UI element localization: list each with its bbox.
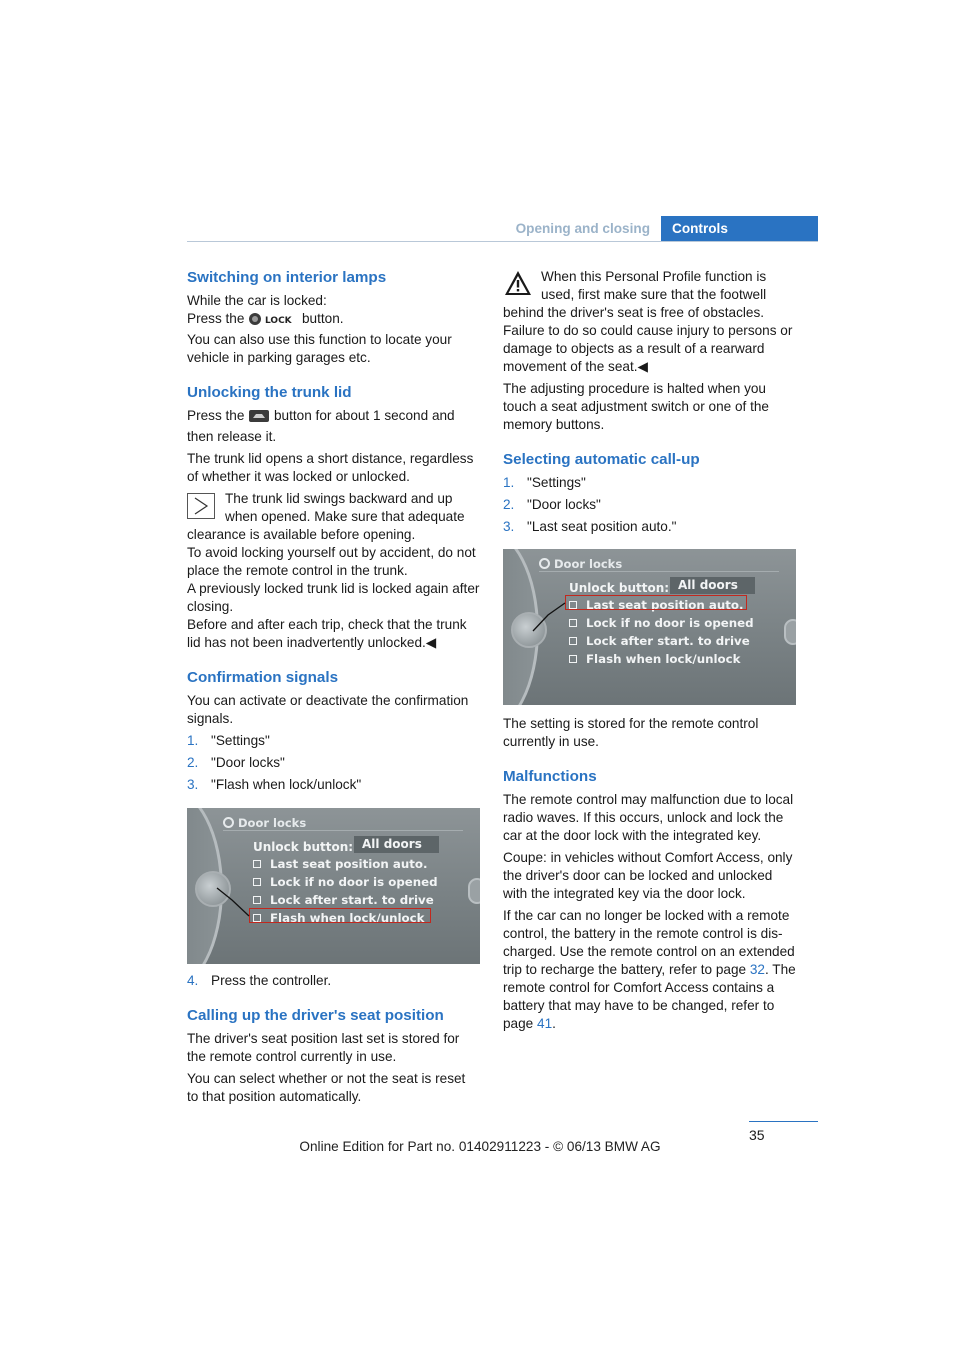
step-1 (503, 474, 796, 492)
unlock-button-value: All doors (670, 577, 755, 594)
unlock-button-label: Unlock button: (253, 840, 354, 854)
text-setting-stored: The setting is stored for the remote control currently in use. (503, 716, 759, 749)
option-label: Lock after start. to drive (586, 634, 750, 648)
step-number: 4. (187, 973, 199, 988)
heading-interior-lamps: Switching on interior lamps (187, 269, 387, 286)
text-press-lock (187, 310, 480, 331)
heading-drivers-seat: Calling up the driver's seat position (187, 1007, 444, 1024)
text-trunk-opens: The trunk lid opens a short distance, regardless of whether it was locked or unlocked. (187, 451, 474, 484)
option-label: Lock if no door is opened (270, 875, 438, 889)
option-label: Lock if no door is opened (586, 616, 754, 630)
page-link-41[interactable]: 41 (537, 1016, 553, 1031)
step-3 (187, 776, 480, 794)
text-battery-a: If the car can no longer be locked with a remote control, the battery in the remote control is discharged. Use the remote control on an extended trip to recharge the battery, refer to page (503, 908, 795, 977)
pointer-line (503, 549, 796, 705)
step-text: "Door locks" (211, 755, 285, 770)
unlock-button-label: Unlock button: (569, 581, 670, 595)
screen-title-text: Door locks (554, 557, 623, 571)
text-while-locked: While the car is locked: (187, 293, 327, 308)
warning-triangle-icon (503, 269, 533, 297)
option-label: Last seat position auto. (586, 598, 744, 612)
warning-note-seat (503, 268, 796, 376)
text-button: button. (301, 311, 344, 326)
note-line-2: when opened. Make sure that adequate (225, 509, 465, 524)
idrive-screen-flash (187, 808, 480, 964)
text-trunk-press (187, 407, 480, 446)
step-2 (187, 754, 480, 772)
header-section-title: Opening and closing (515, 221, 650, 236)
left-column (187, 265, 480, 1106)
option-label: Flash when lock/unlock (270, 911, 425, 925)
step-number: 1. (187, 733, 199, 748)
lock-button-label: LOCK (265, 316, 292, 326)
note-line-3: clearance is available before opening. (187, 527, 416, 542)
text-seat-reset: You can select whether or not the seat is reset to that position automatically. (187, 1071, 466, 1104)
lock-button-icon (248, 312, 298, 331)
caution-triangle-outline-icon (187, 493, 215, 519)
step-text: "Settings" (211, 733, 270, 748)
screen-title-text: Door locks (238, 816, 307, 830)
header-rule (187, 241, 818, 242)
step-number: 2. (187, 755, 199, 770)
step-text: Press the controller. (211, 973, 332, 988)
step-text: "Settings" (527, 475, 586, 490)
heading-malfunctions: Malfunctions (503, 768, 597, 785)
text-trunk-release: button for about 1 second and then release it. (187, 408, 455, 444)
idrive-screen-last-seat (503, 549, 796, 705)
step-number: 2. (503, 497, 515, 512)
header-chapter-tab: Controls (661, 216, 818, 242)
trunk-button-icon (248, 409, 270, 428)
note-line-1: The trunk lid swings backward and up (225, 491, 453, 506)
text-coupe: Coupe: in vehicles without Comfort Access, only the driver's door can be locked and unlocked with the integrated key via the door lock. (503, 850, 793, 901)
edition-footer: Online Edition for Part no. 01402911223 - © 06/13 BMW AG (299, 1139, 661, 1154)
note-locking-out: To avoid locking yourself out by accident, do not place the remote control in the trunk. (187, 545, 476, 578)
unlock-button-value: All doors (354, 836, 439, 853)
warning-line-1: When this Personal Profile function is (541, 269, 767, 284)
page-number-rule (749, 1121, 818, 1122)
step-text: "Flash when lock/unlock" (211, 777, 362, 792)
text-locate-vehicle: You can also use this function to locate your vehicle in parking garages etc. (187, 332, 452, 365)
heading-automatic-callup: Selecting automatic call-up (503, 451, 700, 468)
option-label: Lock after start. to drive (270, 893, 434, 907)
text-battery-b: . The remote control for Comfort Access contains a battery that may have to be changed, refer to page (503, 962, 796, 1031)
step-text: "Door locks" (527, 497, 601, 512)
text-battery-c: . (552, 1016, 556, 1031)
heading-confirmation-signals: Confirmation signals (187, 669, 339, 686)
step-number: 3. (187, 777, 199, 792)
step-number: 3. (503, 519, 515, 534)
caution-note-trunk (187, 490, 480, 652)
text-adjust-halted: The adjusting procedure is halted when you touch a seat adjustment switch or one of the memory buttons. (503, 381, 769, 432)
page-number: 35 (749, 1127, 765, 1143)
page-link-32[interactable]: 32 (749, 962, 765, 977)
right-column (503, 265, 796, 1033)
text-radio-waves: The remote control may malfunction due to local radio waves. If this occurs, unlock and lock the car at the door lock with the integrated key. (503, 792, 794, 843)
step-text: "Last seat position auto." (527, 519, 677, 534)
step-number: 1. (503, 475, 515, 490)
step-4 (187, 972, 480, 990)
warning-line-2: used, first make sure that the footwell (541, 287, 767, 302)
text-battery (503, 907, 796, 1033)
step-3 (503, 518, 796, 536)
heading-unlocking-trunk: Unlocking the trunk lid (187, 384, 352, 401)
step-2 (503, 496, 796, 514)
pointer-line (187, 808, 480, 964)
text-seat-stored: The driver's seat position last set is stored for the remote control currently in use. (187, 1031, 460, 1064)
note-locked-again: A previously locked trunk lid is locked again after closing. (187, 581, 480, 614)
step-1 (187, 732, 480, 750)
option-label: Flash when lock/unlock (586, 652, 741, 666)
text-confirmation-intro: You can activate or deactivate the confirmation signals. (187, 693, 469, 726)
warning-line-3: behind the driver's seat is free of obstacles. Failure to do so could cause injury to persons or damage to objects as a result of a rearward movement of the seat.◀ (503, 305, 793, 374)
text-press-the: Press the (187, 311, 245, 326)
option-label: Last seat position auto. (270, 857, 428, 871)
text-press-the: Press the (187, 408, 245, 423)
note-check-trunk: Before and after each trip, check that the trunk lid has not been inadvertently unlocked.◀ (187, 617, 467, 650)
